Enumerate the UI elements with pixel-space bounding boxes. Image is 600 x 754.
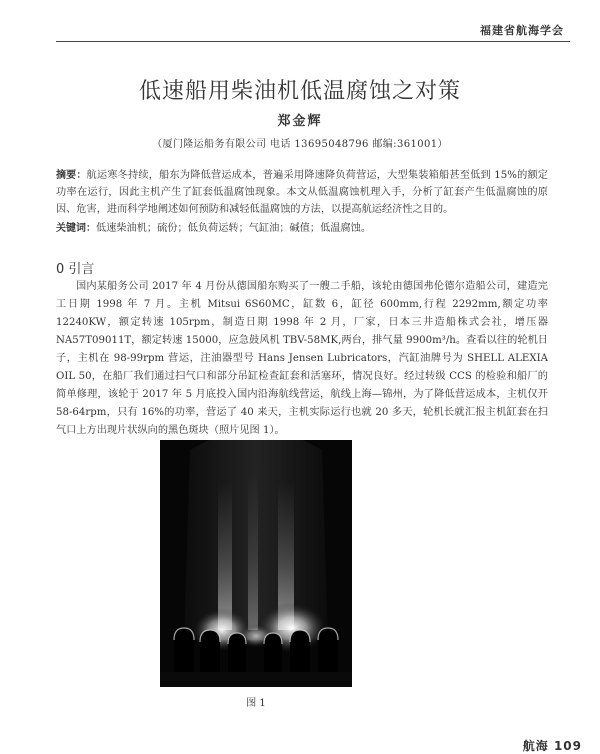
cylinder-liner-photo-graphic xyxy=(160,440,352,687)
abstract-text: 航运寒冬持续，船东为降低营运成本，普遍采用降速降负荷营运，大型集装箱船甚至低到 15%的额定功率在运行，因此主机产生了缸套低温腐蚀现象。本文从低温腐蚀机理入手，分析了缸套产生低温腐蚀的原因、危害，进而科学地阐述如何预防和减轻低温腐蚀的方法，以提高航运经济性之目的。 xyxy=(56,170,548,215)
keywords xyxy=(56,220,548,237)
header-rule xyxy=(56,41,570,42)
section-heading-introduction: 0 引言 xyxy=(56,262,95,277)
keywords-label: 关键词： xyxy=(56,223,96,234)
page-number: 航海 109 xyxy=(522,739,582,753)
article-author: 郑金辉 xyxy=(277,114,323,129)
keywords-text: 低速柴油机；硫份；低负荷运转；气缸油；碱值；低温腐蚀。 xyxy=(96,223,372,234)
figure-caption: 图 1 xyxy=(246,698,266,709)
journal-name: 福建省航海学会 xyxy=(480,24,564,37)
article-title: 低速船用柴油机低温腐蚀之对策 xyxy=(138,79,461,104)
abstract-label: 摘要： xyxy=(56,170,87,181)
figure-1-cylinder-liner-photo xyxy=(160,440,352,687)
introduction-paragraph: 国内某船务公司 2017 年 4 月份从德国船东购买了一艘二手船，该轮由德国弗伦德尔造船公司，建造完工日期 1998 年 7 月。主机 Mitsui 6S60MC，缸数 6，缸径 600mm,行程 2292mm,额定功率 12240KW，额定转速 105rpm，制造日期 1998 年 2 月，厂家，日本三井造船株式会社，增压器 NA57T09011T，额定转速 15000，应急鼓风机 TBV-58MK,两台，排气量 9900m³/h。查看以往的轮机日子，主机在 98-99rpm 营运，注油器型号 Hans Jensen Lubricators，汽缸油牌号为 SHELL ALEXIA OIL 50，在船厂我们通过扫气口和部分吊缸检查缸套和活塞环，情况良好。经过转级 CCS 的检验和船厂的简单修理，该轮于 2017 年 5 月底投入国内沿海航线营运，航线上海—锦州，为了降低营运成本，主机仅开 58-64rpm，只有 16%的功率，营运了 40 来天，主机实际运行也就 20 多天，轮机长就汇报主机缸套在扫气口上方出现片状纵向的黑色斑块（照片见图 1）。 xyxy=(56,281,548,436)
abstract xyxy=(56,167,548,218)
author-affiliation: （厦门隆运船务有限公司 电话 13695048796 邮编:361001） xyxy=(152,139,448,150)
